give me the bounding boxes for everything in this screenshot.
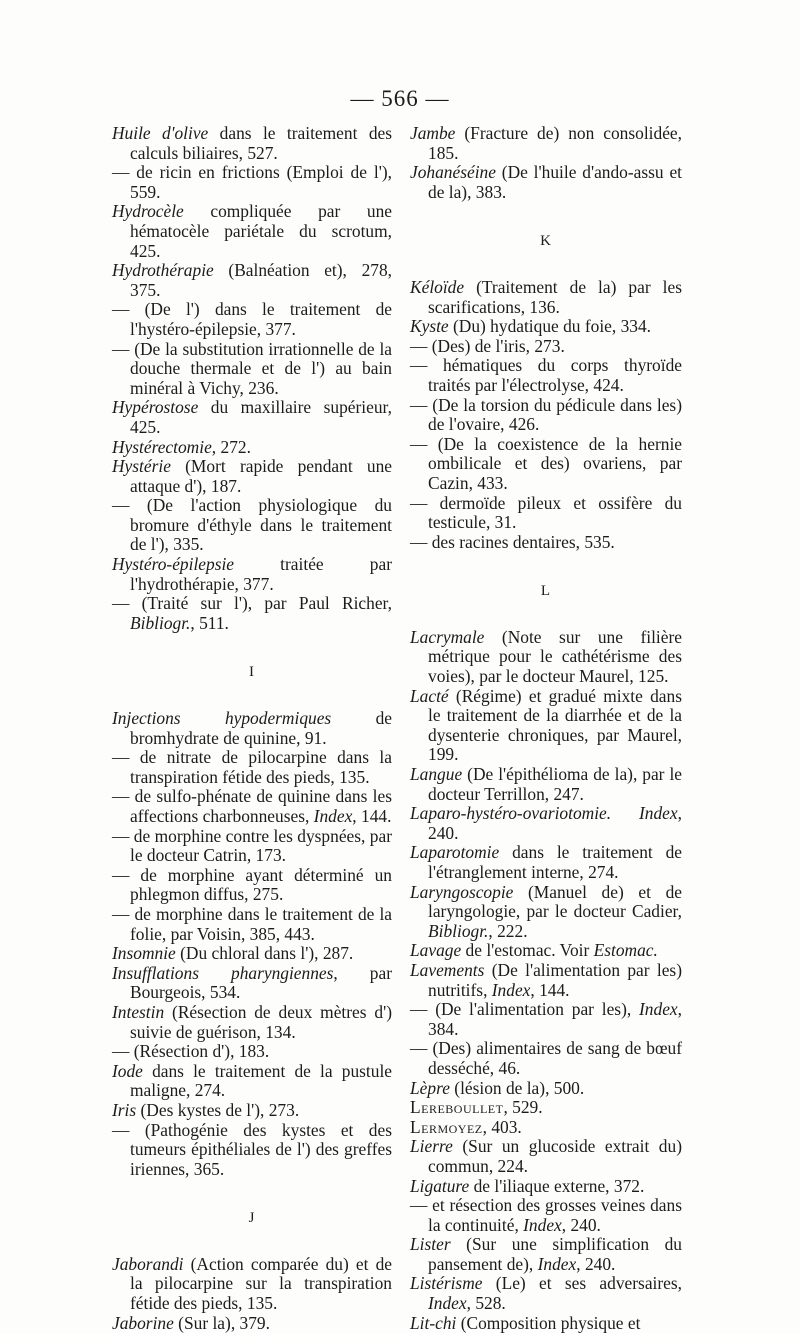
entry-text: — des racines dentaires, 535.: [410, 531, 615, 552]
index-entry: [410, 1000, 682, 1039]
entry-text: — (De la substitution irrationnelle de la douche thermale et de l') au bain minéral à Vichy, 236.: [112, 338, 392, 398]
entry-term: Hystéro-épilepsie: [112, 554, 235, 575]
index-entry: [112, 300, 392, 339]
index-entry: [410, 1098, 682, 1118]
entry-term: Iode: [112, 1060, 143, 1081]
index-entry: [410, 278, 682, 317]
entry-term: Lèpre: [410, 1077, 450, 1098]
entry-text: (Fracture de) non consolidée, 185.: [428, 123, 682, 163]
section-letter: L: [540, 583, 552, 600]
entry-term: Laryngoscopie: [410, 881, 514, 902]
index-entry: [112, 964, 392, 1003]
index-entry: [410, 356, 682, 395]
index-entry: [410, 337, 682, 357]
entry-text: dans le traitement de l'étranglement interne, 274.: [428, 842, 682, 882]
entry-term: Injections hypodermiques: [112, 708, 332, 729]
index-entry: [112, 709, 392, 748]
entry-term: Laparotomie: [410, 842, 500, 863]
index-entry: [112, 124, 392, 163]
index-entry: [112, 944, 392, 964]
entry-reference: Index: [537, 1253, 577, 1274]
index-entry: [112, 457, 392, 496]
entry-term: Ligature: [410, 1175, 470, 1196]
entry-text: , par Bourgeois, 534.: [130, 962, 393, 1003]
entry-text: — de ricin en frictions (Emploi de l'), 559.: [112, 162, 392, 202]
index-entry: [410, 1118, 682, 1138]
entry-text: (De l'alimentation par les) nutritifs,: [428, 959, 682, 1000]
entry-text: — (De la torsion du pédicule dans les) de l'ovaire, 426.: [410, 394, 682, 435]
index-entry: [410, 1177, 682, 1197]
index-entry: [112, 163, 392, 202]
entry-text: dans le traitement des calculs biliaires, 527.: [130, 123, 392, 163]
entry-reference: Bibliogr.: [428, 920, 489, 941]
entry-text: (Résection de deux mètres d') suivie de guérison, 134.: [130, 1001, 392, 1042]
entry-term: Kyste: [410, 316, 449, 337]
index-entry: [410, 765, 682, 804]
entry-term: Lierre: [410, 1136, 453, 1157]
entry-term: Lavage: [410, 940, 462, 961]
entry-text: (Sur un glucoside extrait du) commun, 224.: [428, 1136, 682, 1176]
entry-text: — (De l') dans le traitement de l'hystéro-épilepsie, 377.: [112, 299, 392, 339]
index-entry: [112, 1003, 392, 1042]
entry-term: Intestin: [112, 1001, 165, 1022]
index-entry: [112, 1062, 392, 1101]
index-entry: [112, 202, 392, 261]
entry-term: Insomnie: [112, 943, 176, 964]
entry-reference: Estomac.: [593, 940, 658, 961]
entry-term: Insufflations pharyngiennes: [112, 962, 334, 983]
entry-text: (Du) hydatique du foie, 334.: [448, 316, 652, 337]
index-entry: [410, 163, 682, 202]
index-entry: [410, 1314, 682, 1333]
entry-text: (De l'épithélioma de la), par le docteur Terrillon, 247.: [428, 764, 682, 804]
entry-text: (Action comparée du) et de la pilocarpine sur la transpiration fétide des pieds, 135.: [130, 1253, 392, 1314]
index-entry: [410, 961, 682, 1000]
index-entry: [112, 594, 392, 633]
entry-term: Lister: [410, 1234, 451, 1255]
entry-reference: Index: [428, 1293, 467, 1314]
index-entry: [410, 533, 682, 553]
entry-text: (Composition physique et: [456, 1312, 641, 1333]
entry-text: (Régime) et gradué mixte dans le traitement de la diarrhée et de la dysenterie chroniques, par Maurel, 199.: [428, 685, 682, 765]
index-entry: [410, 628, 682, 687]
entry-text: (Manuel de) et de laryngologie, par le docteur Cadier,: [428, 881, 682, 922]
entry-text: — (Traité sur l'), par Paul Richer,: [112, 593, 392, 614]
index-entry: [112, 1042, 392, 1062]
index-entry: [410, 687, 682, 765]
entry-page: , 528.: [466, 1293, 506, 1314]
entry-text: — dermoïde pileux et ossifère du testicule, 31.: [410, 492, 682, 533]
index-entry: [410, 494, 682, 533]
section-letter: J: [248, 1210, 256, 1227]
entry-term: Jaborandi: [112, 1253, 184, 1274]
entry-term: Langue: [410, 764, 463, 785]
entry-text: compliquée par une hématocèle pariétale du scrotum, 425.: [130, 201, 392, 261]
index-entry: [112, 555, 392, 594]
entry-term: Hypérostose: [112, 397, 199, 418]
index-entry: [112, 748, 392, 787]
entry-text: — (Résection d'), 183.: [112, 1041, 270, 1062]
entry-term: Hystérie: [112, 456, 171, 477]
entry-text: , 272.: [211, 436, 251, 457]
entry-page: , 144.: [530, 979, 570, 1000]
entry-page: , 222.: [488, 920, 528, 941]
entry-term: Iris: [112, 1099, 137, 1120]
entry-text: , 403.: [482, 1116, 522, 1137]
entry-text: — (De la coexistence de la hernie ombilicale et des) ovariens, par Cazin, 433.: [410, 433, 682, 493]
entry-text: (De l'huile d'ando-assu et de la), 383.: [428, 162, 682, 202]
entry-text: — hématiques du corps thyroïde traités par l'électrolyse, 424.: [410, 355, 682, 395]
index-column-right: [410, 124, 682, 1333]
index-entry: [410, 1137, 682, 1176]
index-column-left: [112, 124, 392, 1333]
index-entry: [410, 804, 682, 843]
entry-page: , 144.: [352, 806, 392, 826]
entry-reference: Index: [313, 806, 353, 826]
entry-text: — de morphine ayant déterminé un phlegmon diffus, 275.: [112, 864, 392, 905]
entry-term: Hydrothérapie: [112, 260, 214, 281]
entry-term: Hydrocèle: [112, 201, 184, 222]
entry-text: (lésion de la), 500.: [449, 1077, 585, 1098]
entry-term: Jaborine: [112, 1312, 174, 1333]
entry-text: (Du chloral dans l'), 287.: [175, 943, 354, 964]
section-letter: I: [249, 664, 255, 681]
entry-text: de l'iliaque externe, 372.: [469, 1175, 645, 1196]
entry-page: , 240.: [576, 1253, 616, 1274]
entry-reference: Index: [491, 979, 531, 1000]
entry-text: — (Des) alimentaires de sang de bœuf desséché, 46.: [410, 1038, 682, 1078]
index-entry: [112, 398, 392, 437]
index-entry: [112, 1255, 392, 1314]
entry-term: Listérisme: [410, 1273, 483, 1294]
entry-text: — de morphine contre les dyspnées, par le docteur Catrin, 173.: [112, 825, 392, 866]
index-entry: [410, 1039, 682, 1078]
entry-term: Lacté: [410, 685, 449, 706]
entry-text: (Note sur une filière métrique pour le cathétérisme des voies), par le docteur Maurel, 125.: [428, 626, 682, 687]
index-entry: [410, 435, 682, 494]
entry-text: , 529.: [503, 1097, 543, 1118]
entry-text: — de nitrate de pilocarpine dans la transpiration fétide des pieds, 135.: [112, 747, 392, 787]
entry-text: — (Des) de l'iris, 273.: [410, 335, 565, 356]
entry-term: Huile d'olive: [112, 123, 209, 143]
index-entry: [410, 317, 682, 337]
entry-page: , 384.: [428, 999, 682, 1039]
entry-text: (Traitement de la) par les scarifications, 136.: [428, 276, 682, 317]
entry-text: , 240.: [428, 803, 682, 843]
entry-text: (Des kystes de l'), 273.: [136, 1099, 300, 1120]
index-entry: [112, 1314, 392, 1333]
entry-text: de bromhydrate de quinine, 91.: [130, 708, 392, 748]
entry-term: Hystérectomie: [112, 436, 212, 457]
entry-text: — de sulfo-phénate de quinine dans les affections charbonneuses,: [112, 786, 392, 826]
entry-text: (Balnéation et), 278, 375.: [130, 260, 392, 300]
entry-reference: Index: [639, 999, 678, 1020]
index-entry: [410, 396, 682, 435]
entry-text: — et résection des grosses veines dans la continuité,: [410, 1195, 682, 1235]
entry-term: Lacrymale: [410, 626, 485, 647]
entry-text: — de morphine dans le traitement de la folie, par Voisin, 385, 443.: [112, 903, 392, 944]
entry-term: Laparo-hystéro-ovariotomie. Index: [410, 803, 678, 824]
entry-text: — (De l'action physiologique du bromure d'éthyle dans le traitement de l'), 335.: [112, 495, 392, 555]
entry-author: Lereboullet: [410, 1097, 504, 1118]
entry-text: de l'estomac. Voir: [461, 940, 594, 961]
index-entry: [410, 843, 682, 882]
entry-page: , 240.: [561, 1214, 601, 1235]
entry-reference: Bibliogr.: [130, 612, 191, 633]
index-entry: [410, 1274, 682, 1313]
entry-term: Lavements: [410, 959, 485, 980]
index-entry: [410, 124, 682, 163]
index-entry: [410, 883, 682, 942]
index-entry: [112, 905, 392, 944]
index-entry: [410, 1079, 682, 1099]
entry-text: (Sur une simplification du pansement de),: [428, 1234, 682, 1274]
entry-text: — (Pathogénie des kystes et des tumeurs épithéliales de l') des greffes iriennes, 365.: [112, 1119, 392, 1179]
page-number: — 566 —: [350, 86, 450, 111]
index-entry: [112, 827, 392, 866]
index-entry: [112, 340, 392, 399]
index-entry: [112, 1101, 392, 1121]
entry-reference: Index: [523, 1214, 562, 1235]
index-entry: [112, 438, 392, 458]
index-entry: [410, 1235, 682, 1274]
entry-term: Lit-chi: [410, 1312, 457, 1333]
section-letter: K: [540, 233, 552, 250]
index-entry: [410, 1196, 682, 1235]
entry-term: Kéloïde: [410, 276, 465, 297]
index-entry: [112, 496, 392, 555]
entry-text: dans le traitement de la pustule maligne, 274.: [130, 1060, 392, 1101]
entry-term: Jambe: [410, 123, 456, 143]
entry-text: (Le) et ses adversaires,: [482, 1273, 682, 1294]
entry-text: (Mort rapide pendant une attaque d'), 187.: [130, 456, 392, 496]
entry-text: (Sur la), 379.: [173, 1312, 270, 1333]
entry-text: — (De l'alimentation par les),: [410, 999, 640, 1020]
index-entry: [112, 787, 392, 826]
index-entry: [112, 261, 392, 300]
index-entry: [112, 1121, 392, 1180]
index-entry: [410, 941, 682, 961]
entry-text: du maxillaire supérieur, 425.: [130, 397, 392, 437]
entry-author: Lermoyez: [410, 1116, 483, 1137]
entry-term: Johanéséine: [410, 162, 496, 183]
index-entry: [112, 866, 392, 905]
entry-page: , 511.: [190, 612, 229, 633]
entry-text: traitée par l'hydrothérapie, 377.: [130, 554, 392, 594]
